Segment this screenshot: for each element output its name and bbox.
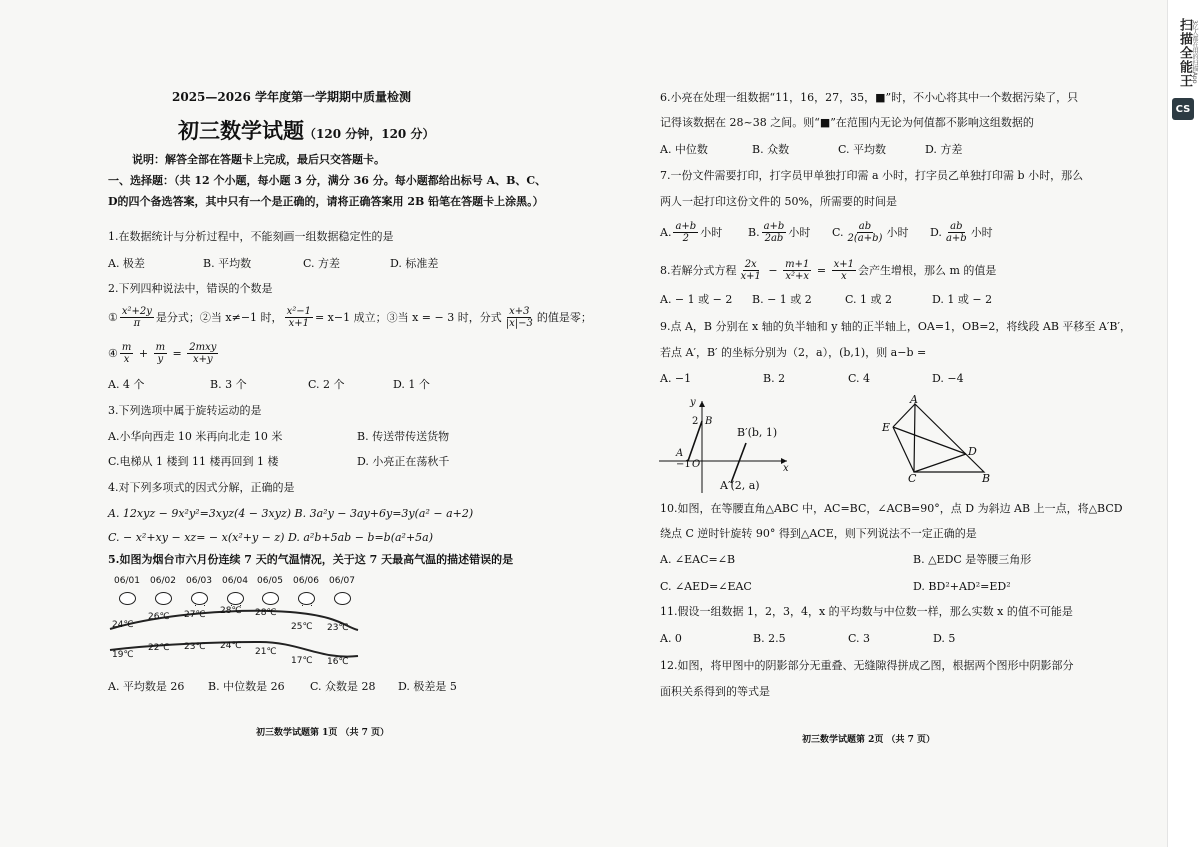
q2-text2: = x−1 成立；③当 x = − 3 时，分式 [314,310,502,324]
weather-chart [100,572,370,672]
weather-cloud-icon [119,592,136,605]
q2-line2: ④ $\frac{m}{x}$ + $\frac{m}{y}$ = $\frac{\text{2mxy}}{x+y}$ [108,342,217,365]
q2-mark4: ④ [108,346,118,360]
q9-stem-b: 若点 A′，B′ 的坐标分别为（2，a），(b,1)，则 a−b = [660,346,927,359]
exam-note: 说明：解答全部在答题卡上完成，最后只交答题卡。 [132,153,385,166]
q10-option-c: C. ∠AED=∠EAC [660,580,752,593]
q9-option-d: D. −4 [932,372,964,385]
q9-option-c: C. 4 [848,372,871,385]
q12-stem-b: 面积关系得到的等式是 [660,685,770,698]
q5-option-c: C. 众数是 28 [310,680,376,693]
q1-option-d: D. 标准差 [390,257,439,270]
q7-stem-b: 两人一起打印这份文件的 50%，所需要的时间是 [660,195,897,208]
q2-mark1: ① [108,310,118,324]
q10-point-a: A [910,393,918,406]
q5-stem: 5.如图为烟台市六月份连续 7 天的气温情况，关于这 7 天最高气温的描述错误的是 [108,553,514,566]
q6-option-b: B. 众数 [752,143,790,156]
q2-option-a: A. 4 个 [108,378,145,391]
q1-option-c: C. 方差 [303,257,341,270]
q7-option-a: A. $\frac{a+b}{2}$ 小时 [660,221,723,244]
high-temp-label: 23℃ [327,623,349,633]
low-temp-label: 19℃ [112,650,134,660]
q9-label-neg1: −1 [676,459,691,470]
q4-options-cd: C. − x²+xy − xz= − x(x²+y − z) D. a²b+5ab − b=b(a²+5a) [108,531,434,544]
q9-label-b: B [705,416,713,427]
q3-option-a: A.小华向西走 10 米再向北走 10 米 [108,430,283,443]
exam-year-title: 2025—2026 学年度第一学期期中质量检测 [172,90,411,104]
q2-option-d: D. 1 个 [393,378,430,391]
low-temp-label: 22℃ [148,643,170,653]
q11-option-c: C. 3 [848,632,871,645]
q9-option-b: B. 2 [763,372,786,385]
q1-option-b: B. 平均数 [203,257,252,270]
q10-option-d: D. BD²+AD²=ED² [913,580,1011,593]
q8-option-b: B. − 1 或 2 [752,293,812,306]
q2-fraction4a: $\frac{m}{x}$ [121,342,132,365]
exam-title [178,118,434,147]
high-temp-label: 24℃ [112,620,134,630]
q4-stem: 4.对下列多项式的因式分解，正确的是 [108,481,295,494]
q9-option-a: A. −1 [660,372,692,385]
q6-option-d: D. 方差 [925,143,963,156]
q8-stem: 8.若解分式方程 $\frac{2x}{x+1}$ − $\frac{m+1}{\text{x²+x}}$ = $\frac{x+1}{x}$ 会产生增根，那么 m 的值是 [660,259,997,282]
exam-title-sub: （120 分钟，120 分） [304,127,435,141]
q3-option-d: D. 小亮正在荡秋千 [357,455,450,468]
q9-label-a: A [676,448,684,459]
exam-title-main: 初三数学试题 [178,118,304,143]
q9-label-2: 2 [692,416,699,427]
q3-option-c: C.电梯从 1 楼到 11 楼再回到 1 楼 [108,455,279,468]
low-temp-label: 24℃ [220,641,242,651]
q10-point-d: D [968,445,977,458]
q11-option-a: A. 0 [660,632,682,645]
q8-option-c: C. 1 或 2 [845,293,893,306]
q10-option-b: B. △EDC 是等腰三角形 [913,553,1032,566]
q3-option-b: B. 传送带传送货物 [357,430,450,443]
weather-cloud-icon [155,592,172,605]
q8-option-d: D. 1 或 − 2 [932,293,993,306]
weather-cloud-icon [334,592,351,605]
low-temp-label: 23℃ [184,642,206,652]
q4-options-ab: A. 12xyz − 9x²y²=3xyz(4 − 3xyz) B. 3a²y − 3ay+6y=3y(a² − a+2) [108,507,474,520]
q6-option-a: A. 中位数 [660,143,708,156]
q9-y-label: y [690,397,696,408]
low-temp-label: 21℃ [255,647,277,657]
q1-option-a: A. 极差 [108,257,145,270]
q10-stem-b: 绕点 C 逆时针旋转 90° 得到△ACE，则下列说法不一定正确的是 [660,527,977,540]
page2-footer: 初三数学试题第 2页 （共 7 页） [802,735,936,745]
weather-date: 06/04 [222,576,248,586]
low-temp-label: 17℃ [291,656,313,666]
q11-option-b: B. 2.5 [753,632,786,645]
q9-x-label: x [783,463,789,474]
q2-option-b: B. 3 个 [210,378,247,391]
q5-option-a: A. 平均数是 26 [108,680,185,693]
q2-fraction4b: $\frac{m}{y}$ [155,342,166,365]
q3-stem: 3.下列选项中属于旋转运动的是 [108,404,262,417]
scanner-app-tagline: 3亿人都在用的扫描App [1191,20,1198,84]
scanner-watermark-bar [1167,0,1200,847]
q9-label-aprime: A′(2, a) [720,479,760,492]
q5-option-b: B. 中位数是 26 [208,680,285,693]
q11-stem: 11.假设一组数据 1，2，3，4，x 的平均数与中位数一样，那么实数 x 的值不可能是 [660,605,1073,618]
high-temp-label: 26℃ [148,612,170,622]
q6-stem-b: 记得该数据在 28~38 之间。则“■”在范围内无论为何值都不影响这组数据的 [660,116,1034,129]
q12-stem-a: 12.如图，将甲图中的阴影部分无重叠、无缝隙得拼成乙图，根据两个图形中阴影部分 [660,659,1074,672]
weather-date: 06/01 [114,576,140,586]
weather-date: 06/07 [329,576,355,586]
section1-instruction-b: D的四个备选答案，其中只有一个是正确的，请将正确答案用 2B 铅笔在答题卡上涂黑。） [108,195,544,208]
q2-fraction1: $\frac{\text{x²+2y}}{\pi}$ [121,306,152,329]
q6-stem-a: 6.小亮在处理一组数据“11，16，27，35，■”时，不小心将其中一个数据污染了，只 [660,91,1079,104]
weather-cloud-icon [298,592,315,605]
weather-date: 06/03 [186,576,212,586]
q1-stem: 1.在数据统计与分析过程中，不能刻画一组数据稳定性的是 [108,230,394,243]
high-temp-label: 28℃ [220,606,242,616]
q5-option-d: D. 极差是 5 [398,680,457,693]
q10-point-b: B [982,472,991,485]
weather-cloud-icon [262,592,279,605]
q10-point-c: C [908,472,917,485]
q10-option-a: A. ∠EAC=∠B [660,553,736,566]
q2-fraction4c: $\frac{\text{2mxy}}{x+y}$ [189,342,217,365]
q7-option-c: C. $\frac{ab}{2(a+b)}$ 小时 [832,221,909,244]
weather-date: 06/05 [257,576,283,586]
q7-option-d: D. $\frac{ab}{a+b}$ 小时 [930,221,993,244]
q10-point-e: E [882,421,891,434]
section1-instruction-a: 一、选择题：（共 12 个小题，每小题 3 分，满分 36 分。每小题都给出标号 A、B、C、 [108,174,547,187]
q2-text3: 的值是零； [536,310,592,324]
weather-cloud-icon [227,592,244,605]
q9-label-origin: O [692,459,701,470]
q9-label-bprime: B′(b, 1) [737,426,778,439]
scanner-app-name: 扫描全能王 [1177,18,1192,88]
q2-option-c: C. 2 个 [308,378,345,391]
q6-option-c: C. 平均数 [838,143,887,156]
weather-cloud-icon [191,592,208,605]
q7-stem-a: 7.一份文件需要打印，打字员甲单独打印需 a 小时，打字员乙单独打印需 b 小时，那么 [660,169,1084,182]
q7-option-b: B. $\frac{a+b}{2ab}$ 小时 [748,221,811,244]
q9-coordinate-figure [655,395,795,495]
q2-fraction2: $\frac{\text{x²−1}}{x+1}$ [286,306,311,329]
scanner-logo-icon: CS [1172,98,1194,120]
high-temp-label: 27℃ [184,610,206,620]
q10-triangle-figure [878,393,993,485]
high-temp-label: 28℃ [255,608,277,618]
q11-option-d: D. 5 [933,632,956,645]
q10-figure-lines [878,393,993,485]
low-temp-label: 16℃ [327,657,349,667]
q10-stem-a: 10.如图，在等腰直角△ABC 中，AC=BC，∠ACB=90°，点 D 为斜边 AB 上一点，将△BCD [660,502,1123,515]
weather-date: 06/06 [293,576,319,586]
q9-stem-a: 9.点 A，B 分别在 x 轴的负半轴和 y 轴的正半轴上，OA=1，OB=2，将线段 AB 平移至 A′B′， [660,320,1131,333]
high-temp-label: 25℃ [291,622,313,632]
q2-fraction3: $\frac{x+3}{|x|-3}$ [505,306,533,329]
q2-line1 [108,306,592,329]
page1-footer: 初三数学试题第 1页 （共 7 页） [256,728,390,738]
weather-date: 06/02 [150,576,176,586]
q8-option-a: A. − 1 或 − 2 [660,293,733,306]
q2-stem: 2.下列四种说法中，错误的个数是 [108,282,273,295]
q2-text1: 是分式；②当 x≠−1 时， [155,310,283,324]
